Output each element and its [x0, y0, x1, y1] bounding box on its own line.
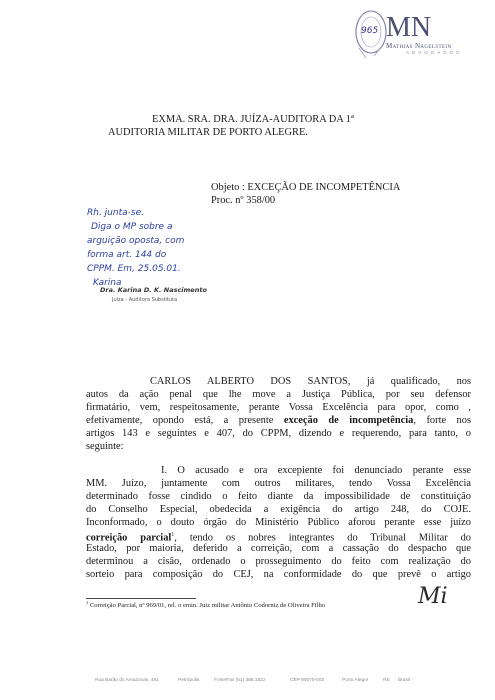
footer-street: Rua Barão do Amazonas, 461	[95, 678, 160, 683]
stamp-name: Dra. Karina D. K. Nascimento	[100, 286, 207, 294]
notary-seal	[354, 8, 388, 60]
text-line	[86, 464, 471, 477]
text-run: , tendo os nobres integrantes do Tribunal Militar do	[174, 532, 471, 544]
subject-objeto: Objeto : EXCEÇÃO DE INCOMPETÊNCIA	[211, 182, 401, 193]
footer-state: RS	[383, 678, 390, 683]
bold-term: correição parcial	[86, 532, 172, 544]
footnote	[86, 600, 325, 609]
text-line	[86, 529, 471, 542]
handwritten-annotation	[87, 208, 237, 290]
footer-city: Porto Alegre	[342, 678, 369, 683]
text-line: Inconformado, o douto órgão do Ministério Público aforou perante esse juízo	[86, 517, 471, 528]
footer-country: Brasil	[398, 678, 410, 683]
firm-sub: ADVOGADOS	[406, 50, 463, 55]
text-line: determinado fosse cindido o feito diante da impossibilidade de constituição	[86, 491, 471, 502]
text-line: determinou a cisão, ordenado o prosseguimento do feito com realização do	[86, 556, 471, 567]
text-line: seguinte:	[86, 441, 124, 452]
annotation-line: forma art. 144 do	[87, 250, 167, 260]
text-line: MM. Juízo, juntamente com outros militares, tendo Vossa Excelência	[86, 478, 471, 489]
footer-cep: CEP 90670-003	[290, 678, 325, 683]
annotation-line: Rh. junta-se.	[87, 208, 144, 218]
initials-text: Mi	[418, 584, 448, 609]
seal-number: 965	[361, 26, 379, 36]
text-line: do Conselho Especial, obedecida a exigência do artigo 248, do COJE.	[86, 504, 471, 515]
footer-district: Petrópolis	[178, 678, 200, 683]
address-line-2: AUDITORIA MILITAR DE PORTO ALEGRE.	[108, 127, 308, 138]
text-line: sorteio para composição do CEJ, na conformidade do que prevê o artigo	[86, 569, 471, 580]
text-line: Estado, por maioria, deferido a correição, com a cassação do despacho que	[86, 543, 471, 554]
paragraph-1	[86, 375, 471, 453]
text-line: artigos 143 e seguintes e 407, do CPPM, dizendo e requerendo, para tanto, o	[86, 428, 471, 439]
address-line-1: EXMA. SRA. DRA. JUÍZA-AUDITORA DA 1ª	[152, 114, 354, 125]
footnote-text: Correição Parcial, nº 969/01, rel. o emin. Juiz militar Antônio Codorniz de Oliveira Filho	[89, 602, 326, 610]
footnote-rule	[86, 598, 196, 599]
text-run: efetivamente, opondo está, a presente	[86, 415, 284, 426]
judge-stamp	[100, 286, 207, 303]
logo-text: MN	[386, 12, 432, 43]
text-run: CARLOS ALBERTO DOS SANTOS, já qualificado, nos	[150, 376, 471, 387]
text-line: firmatário, vem, respeitosamente, perante Vossa Excelência para opor, como ,	[86, 402, 471, 413]
footnote-mark: 1	[86, 600, 89, 605]
text-line	[86, 375, 471, 388]
letterhead	[386, 14, 491, 55]
text-line: autos da ação penal que lhe move a Justiça Pública, por seu defensor	[86, 389, 471, 400]
bold-term: exceção de incompetência	[283, 415, 414, 426]
annotation-signature: Karina	[93, 278, 122, 288]
text-run: , forte nos	[413, 415, 471, 426]
footer-phone: Fone/Fax (51) 388.1622	[214, 678, 266, 683]
footnote-mark: 1	[171, 532, 175, 538]
stamp-role: Juíza - Auditora Substituta	[112, 297, 178, 303]
text-run: I. O acusado e ora excepiente foi denunciado perante esse	[161, 465, 471, 476]
annotation-line: CPPM. Em, 25.05.01.	[87, 264, 181, 274]
annotation-line: arguição oposta, com	[87, 236, 185, 246]
text-line	[86, 414, 471, 427]
subject-proc: Proc. nº 358/00	[211, 195, 276, 206]
firm-name: Mathias Nagelstein	[386, 42, 452, 50]
initials-signature	[418, 584, 448, 609]
paragraph-2	[86, 464, 471, 581]
annotation-line: Diga o MP sobre a	[91, 222, 173, 232]
